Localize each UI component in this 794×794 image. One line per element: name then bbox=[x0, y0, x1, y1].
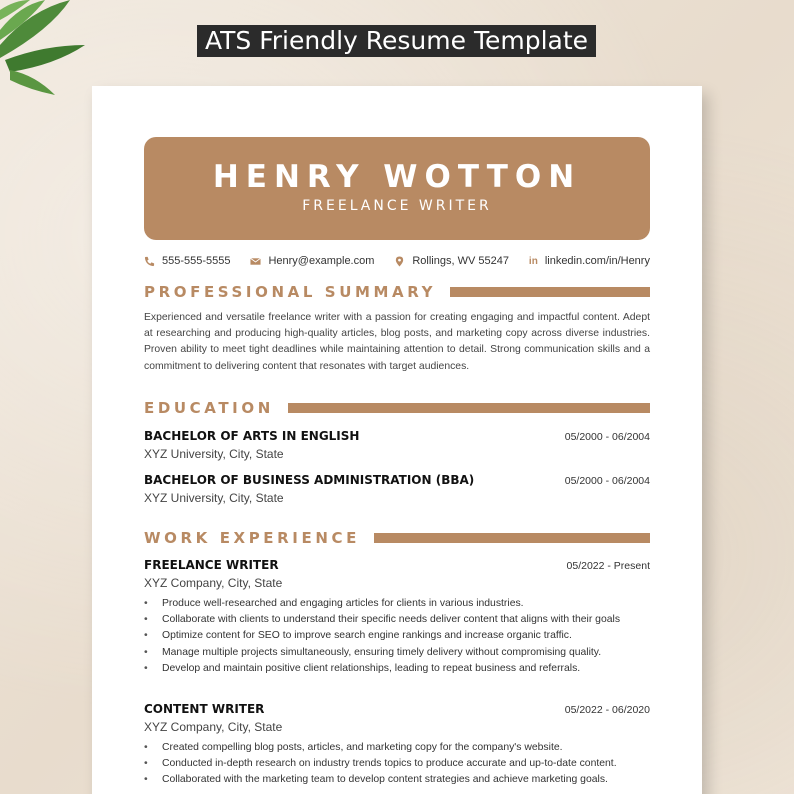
email-text: Henry@example.com bbox=[268, 255, 375, 267]
resume-page bbox=[92, 86, 702, 794]
linkedin-icon: in bbox=[528, 255, 538, 267]
phone-text: 555-555-5555 bbox=[162, 255, 231, 267]
education-entry bbox=[144, 473, 650, 505]
job-company: XYZ Company, City, State bbox=[144, 576, 283, 590]
section-work-heading bbox=[144, 530, 650, 546]
bullet-item: • Conducted in-depth research on industry trends topics to produce accurate and up-to-date content. bbox=[144, 756, 664, 772]
job-title: FREELANCE WRITER bbox=[144, 558, 279, 572]
location-text: Rollings, WV 55247 bbox=[412, 255, 509, 267]
summary-title: PROFESSIONAL SUMMARY bbox=[144, 283, 437, 301]
job-title: CONTENT WRITER bbox=[144, 702, 265, 716]
section-divider-bar bbox=[288, 403, 650, 413]
bullet-item: • Collaborated with the marketing team to develop content strategies and achieve marketing goals. bbox=[144, 772, 664, 788]
banner-title: ATS Friendly Resume Template bbox=[197, 25, 596, 57]
resume-role: FREELANCE WRITER bbox=[302, 198, 492, 214]
bullet-item: • Created compelling blog posts, articles, and marketing copy for the company's website. bbox=[144, 740, 664, 756]
resume-name: HENRY WOTTON bbox=[212, 159, 582, 195]
job-company: XYZ Company, City, State bbox=[144, 720, 283, 734]
school-name: XYZ University, City, State bbox=[144, 491, 284, 505]
bullet-item: • Optimize content for SEO to improve search engine rankings and increase organic traffic. bbox=[144, 628, 664, 644]
section-divider-bar bbox=[374, 533, 650, 543]
map-pin-icon bbox=[394, 256, 405, 267]
envelope-icon bbox=[250, 256, 261, 267]
education-title: EDUCATION bbox=[144, 399, 274, 417]
job-bullets bbox=[144, 740, 664, 789]
job-bullets bbox=[144, 596, 664, 677]
contact-row bbox=[144, 252, 650, 270]
resume-header bbox=[144, 137, 650, 240]
bullet-item: • Develop and maintain positive client relationships, leading to repeat business and referrals. bbox=[144, 661, 664, 677]
degree-title: BACHELOR OF BUSINESS ADMINISTRATION (BBA) bbox=[144, 473, 475, 487]
linkedin-text: linkedin.com/in/Henry bbox=[544, 255, 650, 267]
phone-icon bbox=[144, 256, 155, 267]
section-education-heading bbox=[144, 400, 650, 416]
bullet-item: • Manage multiple projects simultaneously, ensuring timely delivery without compromising quality. bbox=[144, 645, 664, 661]
degree-dates: 05/2000 - 06/2004 bbox=[564, 475, 650, 487]
school-name: XYZ University, City, State bbox=[144, 447, 284, 461]
section-divider-bar bbox=[450, 287, 650, 297]
plant-decoration bbox=[0, 0, 100, 100]
education-entry bbox=[144, 429, 650, 461]
job-dates: 05/2022 - 06/2020 bbox=[564, 704, 650, 716]
work-title: WORK EXPERIENCE bbox=[144, 529, 360, 547]
bullet-item: • Produce well-researched and engaging articles for clients in various industries. bbox=[144, 596, 664, 612]
summary-text: Experienced and versatile freelance writer with a passion for creating engaging and impactful content. Adept at researching and producing high-quality articles, blog posts, and marketing copy across diverse industries. Proven ability to meet tight deadlines while maintaining attention to detail. Strong communication skills and a commitment to delivering content that resonates with target audiences. bbox=[144, 312, 650, 372]
section-summary-heading bbox=[144, 284, 650, 300]
job-entry bbox=[144, 702, 650, 734]
job-entry bbox=[144, 558, 650, 590]
degree-title: BACHELOR OF ARTS IN ENGLISH bbox=[144, 429, 360, 443]
contact-linkedin bbox=[529, 255, 650, 267]
degree-dates: 05/2000 - 06/2004 bbox=[564, 431, 650, 443]
contact-location bbox=[394, 255, 509, 267]
contact-email bbox=[250, 255, 374, 267]
bullet-item: • Collaborate with clients to understand their specific needs deliver content that aligns with their goals bbox=[144, 612, 664, 628]
job-dates: 05/2022 - Present bbox=[566, 560, 650, 572]
contact-phone bbox=[144, 255, 231, 267]
